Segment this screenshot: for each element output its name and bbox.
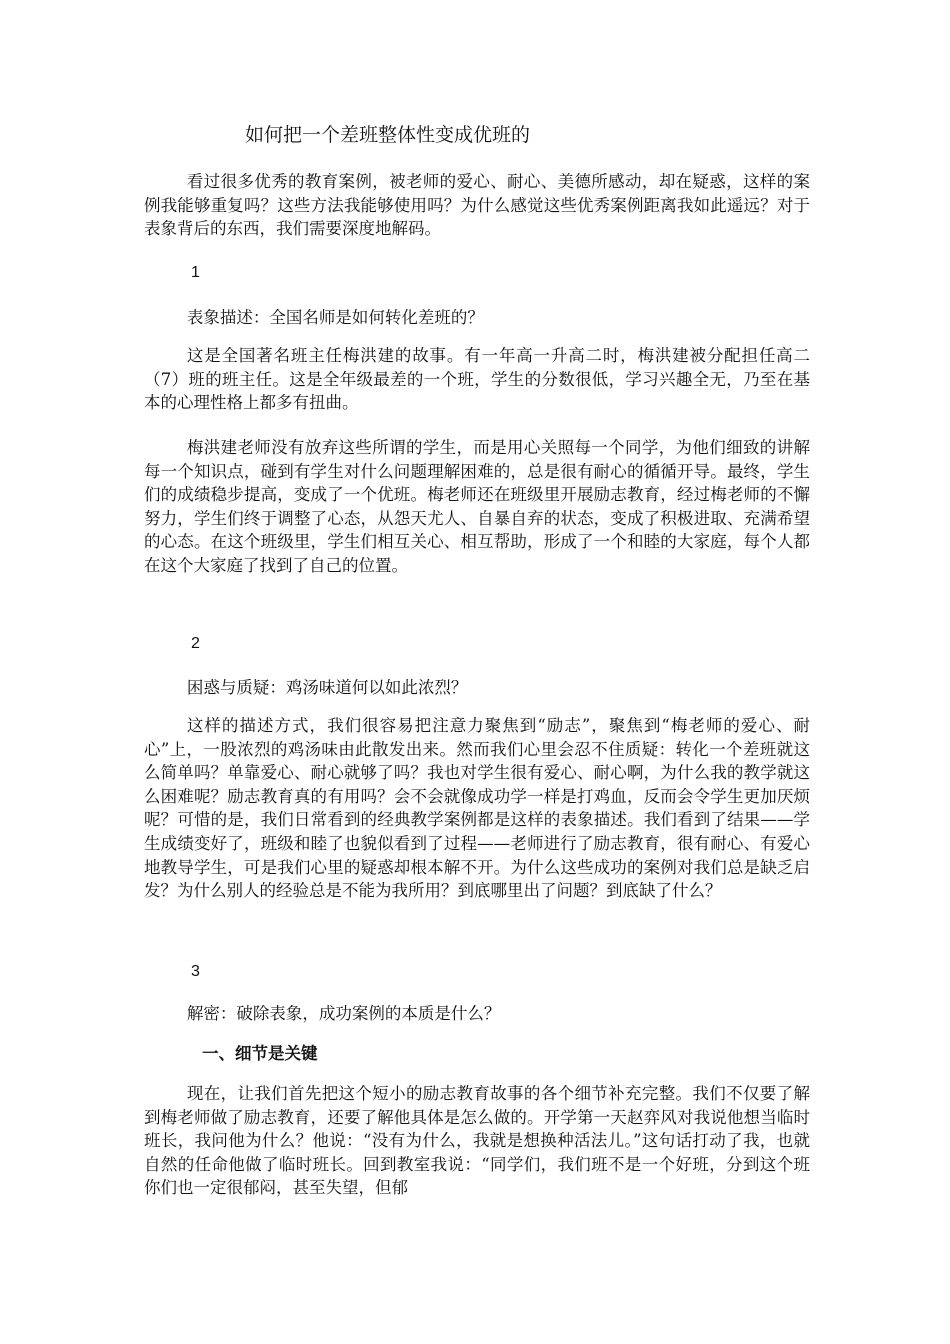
document-title: 如何把一个差班整体性变成优班的 (245, 124, 531, 146)
section-number-1: 1 (191, 264, 200, 281)
section-3-subheading: 一、细节是关键 (202, 1044, 318, 1063)
section-2-heading: 困惑与质疑：鸡汤味道何以如此浓烈？ (186, 678, 468, 697)
section-3-heading: 解密：破除表象，成功案例的本质是什么？ (186, 1004, 501, 1023)
intro-paragraph: 看过很多优秀的教育案例，被老师的爱心、耐心、美德所感动，却在疑惑，这样的案例我能够重复吗？这些方法我能够使用吗？为什么感觉这些优秀案例距离我如此遥远？对于表象背后的东西，我们需要深度地解码。 (144, 172, 810, 239)
section-1-paragraph-2: 梅洪建老师没有放弃这些所谓的学生，而是用心关照每一个同学，为他们细致的讲解每一个知识点，碰到有学生对什么问题理解困难的，总是很有耐心的循循开导。最终，学生们的成绩稳步提高，变成了一个优班。梅老师还在班级里开展励志教育，经过梅老师的不懈努力，学生们终于调整了心态，从怨天尤人、自暴自弃的状态，变成了积极进取、充满希望的心态。在这个班级里，学生们相互关心、相互帮助，形成了一个和睦的大家庭，每个人都在这个大家庭了找到了自己的位置。 (144, 438, 810, 575)
section-3-paragraph-1: 现在，让我们首先把这个短小的励志教育故事的各个细节补充完整。我们不仅要了解到梅老师做了励志教育，还要了解他具体是怎么做的。开学第一天赵弈风对我说他想当临时班长，我问他为什么？他说：“没有为什么，我就是想换种活法儿。”这句话打动了我，也就自然的任命他做了临时班长。回到教室我说：“同学们，我们班不是一个好班，分到这个班你们也一定很郁闷，甚至失望，但郁 (144, 1084, 810, 1198)
section-number-2: 2 (191, 635, 200, 652)
section-number-3: 3 (191, 963, 200, 980)
section-1-paragraph-1: 这是全国著名班主任梅洪建的故事。有一年高一升高二时，梅洪建被分配担任高二（7）班的班主任。这是全年级最差的一个班，学生的分数很低，学习兴趣全无，乃至在基本的心理性格上都多有扭曲。 (144, 346, 810, 413)
section-1-heading: 表象描述：全国名师是如何转化差班的？ (186, 308, 484, 327)
section-2-paragraph-1: 这样的描述方式，我们很容易把注意力聚焦到“励志”，聚焦到“梅老师的爱心、耐心”上，一股浓烈的鸡汤味由此散发出来。然而我们心里会忍不住质疑：转化一个差班就这么简单吗？单靠爱心、耐心就够了吗？我也对学生很有爱心、耐心啊，为什么我的教学就这么困难呢？励志教育真的有用吗？会不会就像成功学一样是打鸡血，反而会令学生更加厌烦呢？可惜的是，我们日常看到的经典教学案例都是这样的表象描述。我们看到了结果——学生成绩变好了，班级和睦了也貌似看到了过程——老师进行了励志教育，很有耐心、有爱心地教导学生，可是我们心里的疑惑却根本解不开。为什么这些成功的案例对我们总是缺乏启发？为什么别人的经验总是不能为我所用？到底哪里出了问题？到底缺了什么？ (144, 716, 810, 901)
